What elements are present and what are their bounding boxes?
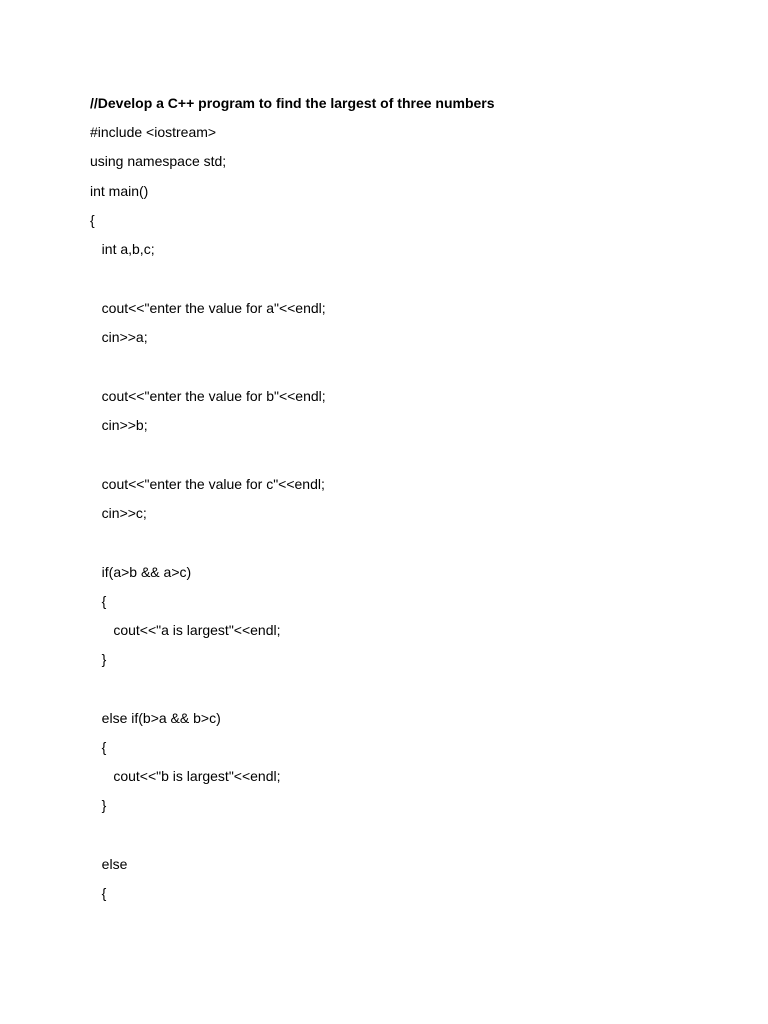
code-line-a-largest: cout<<"a is largest"<<endl; — [90, 622, 281, 638]
code-line-else-if: else if(b>a && b>c) — [90, 710, 221, 726]
code-line-if-open: { — [90, 593, 107, 609]
code-line-namespace: using namespace std; — [90, 153, 227, 169]
code-line-main: int main() — [90, 183, 149, 199]
code-comment-title: //Develop a C++ program to find the largest of three numbers — [90, 95, 495, 111]
code-line-read-a: cin>>a; — [90, 329, 148, 345]
code-line-else-open: { — [90, 885, 107, 901]
code-line-read-c: cin>>c; — [90, 505, 147, 521]
code-line-if: if(a>b && a>c) — [90, 564, 192, 580]
code-line-include: #include <iostream> — [90, 124, 217, 140]
code-line-declare: int a,b,c; — [90, 241, 155, 257]
code-line-open-brace: { — [90, 212, 95, 228]
code-line-else-if-open: { — [90, 739, 107, 755]
code-line-prompt-b: cout<<"enter the value for b"<<endl; — [90, 388, 326, 404]
code-line-else-if-close: } — [90, 797, 107, 813]
code-line-read-b: cin>>b; — [90, 417, 148, 433]
code-line-prompt-a: cout<<"enter the value for a"<<endl; — [90, 300, 326, 316]
code-line-if-close: } — [90, 651, 107, 667]
code-line-prompt-c: cout<<"enter the value for c"<<endl; — [90, 476, 325, 492]
code-line-else: else — [90, 856, 128, 872]
code-line-b-largest: cout<<"b is largest"<<endl; — [90, 768, 281, 784]
